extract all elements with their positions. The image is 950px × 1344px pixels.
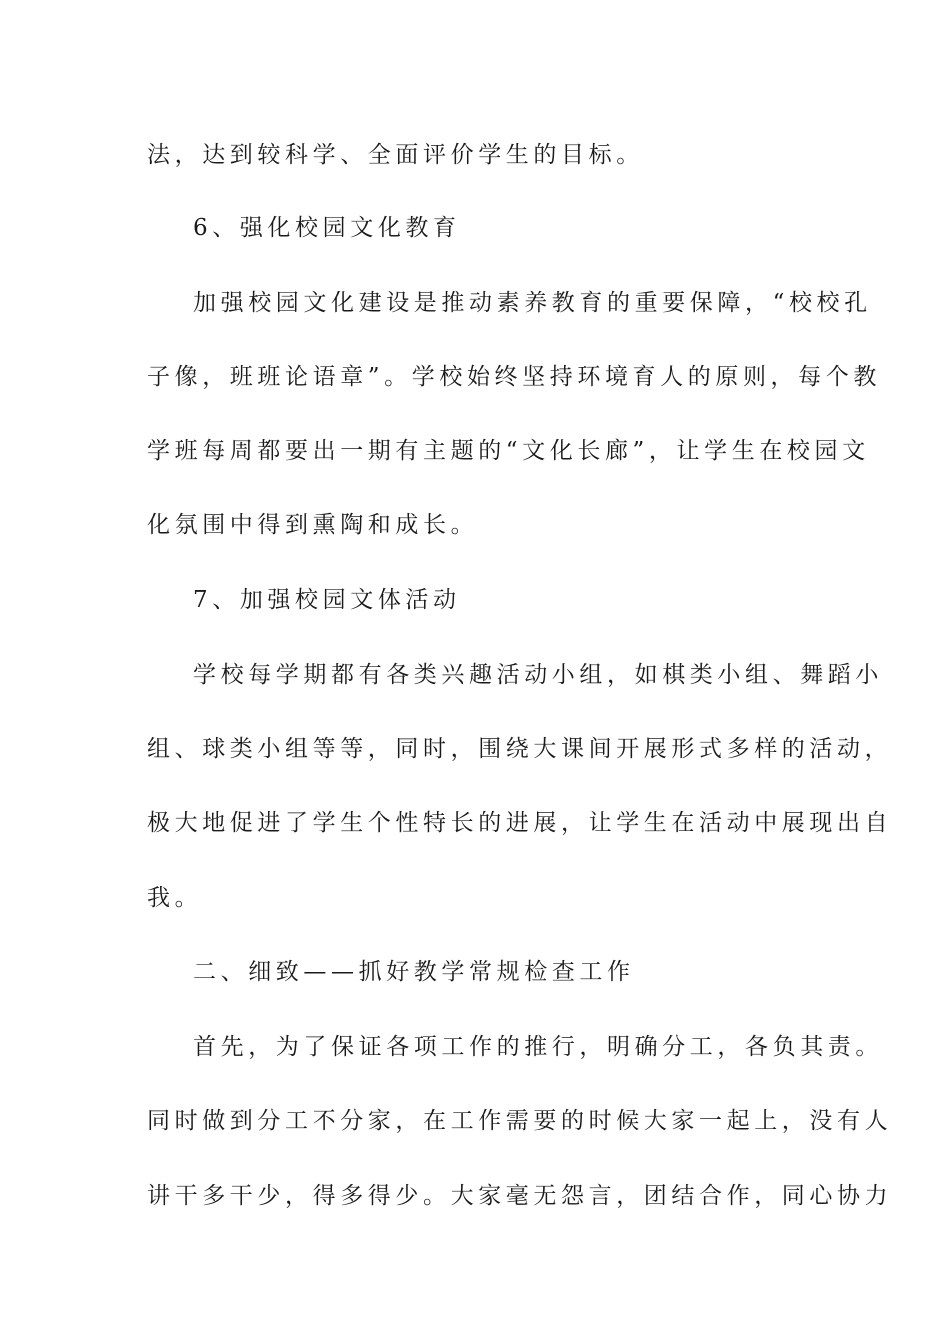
paragraph-line: 首先，为了保证各项工作的推行，明确分工，各负其责。 xyxy=(193,1034,883,1060)
section-heading: 6、强化校园文化教育 xyxy=(193,215,461,241)
paragraph-line: 子像，班班论语章”。学校始终坚持环境育人的原则，每个教 xyxy=(147,364,881,390)
paragraph-line: 法，达到较科学、全面评价学生的目标。 xyxy=(147,142,644,168)
section-heading: 7、加强校园文体活动 xyxy=(193,587,461,613)
paragraph-line: 同时做到分工不分家，在工作需要的时候大家一起上，没有人 xyxy=(147,1108,893,1134)
paragraph-line: 我。 xyxy=(147,885,203,911)
paragraph-line: 讲干多干少，得多得少。大家毫无怨言，团结合作，同心协力 xyxy=(147,1183,893,1209)
section-heading: 二、细致——抓好教学常规检查工作 xyxy=(193,959,635,985)
paragraph-line: 化氛围中得到熏陶和成长。 xyxy=(147,512,479,538)
paragraph-line: 学班每周都要出一期有主题的“文化长廊”，让学生在校园文 xyxy=(147,438,870,464)
paragraph-line: 组、球类小组等等，同时，围绕大课间开展形式多样的活动， xyxy=(147,736,893,762)
paragraph-line: 学校每学期都有各类兴趣活动小组，如棋类小组、舞蹈小 xyxy=(193,662,883,688)
paragraph-line: 极大地促进了学生个性特长的进展，让学生在活动中展现出自 xyxy=(147,810,893,836)
paragraph-line: 加强校园文化建设是推动素养教育的重要保障，“校校孔 xyxy=(193,290,872,316)
